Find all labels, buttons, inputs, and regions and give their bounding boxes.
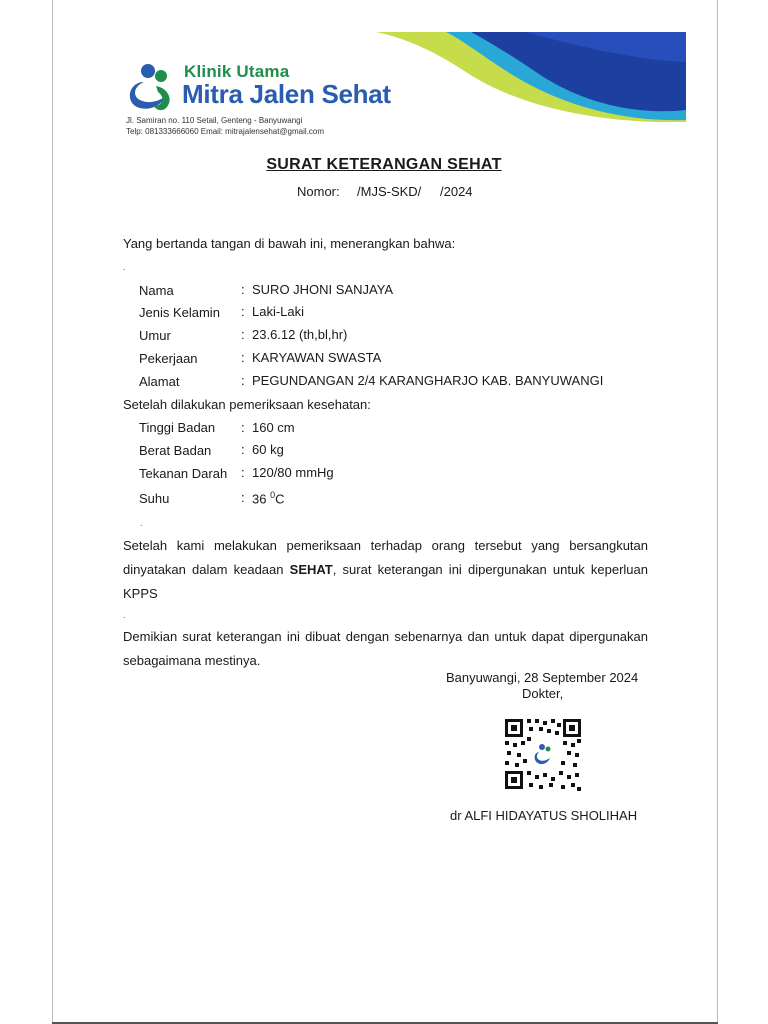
exam-sep: : — [241, 490, 245, 505]
closing-paragraph: Demikian surat keterangan ini dibuat dengan sebenarnya dan untuk dapat dipergunakan sebagaimana mestinya. — [123, 629, 648, 668]
exam-value-tinggi-badan: 160 cm — [252, 420, 295, 435]
identity-label-nama: Nama — [139, 283, 174, 298]
suhu-degree: 0 — [270, 490, 276, 500]
conclusion-text-1: Setelah kami melakukan pemeriksaan terhadap orang tersebut yang bersangkutan dinyatakan dalam keadaan — [123, 538, 648, 577]
stray-dot: . — [123, 610, 126, 620]
identity-sep: : — [241, 327, 245, 342]
signature-name: dr ALFI HIDAYATUS SHOLIHAH — [450, 808, 638, 823]
identity-value-pekerjaan: KARYAWAN SWASTA — [252, 350, 382, 365]
identity-value-nama: SURO JHONI SANJAYA — [252, 282, 394, 297]
exam-value-suhu — [252, 490, 284, 506]
exam-sep: : — [241, 465, 245, 480]
clinic-address: Jl. Samiran no. 110 Setail, Genteng - Banyuwangi — [126, 116, 303, 125]
identity-label-jenis-kelamin: Jenis Kelamin — [139, 305, 220, 320]
stray-dot: . — [123, 262, 126, 272]
conclusion-paragraph — [123, 534, 648, 606]
exam-label-suhu: Suhu — [139, 491, 170, 506]
identity-value-alamat: PEGUNDANGAN 2/4 KARANGHARJO KAB. BANYUWANGI — [252, 373, 604, 388]
document-title: SURAT KETERANGAN SEHAT — [266, 156, 502, 173]
stray-dot: . — [140, 518, 143, 528]
clinic-name-line2: Mitra Jalen Sehat — [182, 79, 391, 109]
identity-label-alamat: Alamat — [139, 374, 180, 389]
exam-intro-text: Setelah dilakukan pemeriksaan kesehatan: — [123, 397, 371, 412]
suhu-unit: C — [275, 491, 285, 507]
suhu-number: 36 — [252, 491, 271, 507]
conclusion-text-2: , surat keterangan ini dipergunakan untuk keperluan KPPS — [123, 562, 648, 601]
identity-sep: : — [241, 350, 245, 365]
nomor-year: /2024 — [440, 184, 473, 199]
exam-value-berat-badan: 60 kg — [252, 442, 284, 457]
identity-sep: : — [241, 373, 245, 388]
signature-qr-code — [503, 717, 583, 791]
identity-value-jenis-kelamin: Laki-Laki — [252, 304, 305, 319]
identity-sep: : — [241, 282, 245, 297]
exam-label-berat-badan: Berat Badan — [139, 443, 212, 458]
nomor-code: /MJS-SKD/ — [357, 184, 422, 199]
clinic-contact: Telp: 081333666060 Email: mitrajalensehat@gmail.com — [126, 127, 325, 136]
header-swoosh-graphic — [376, 32, 686, 122]
signature-place-date: Banyuwangi, 28 September 2024 — [446, 670, 639, 685]
clinic-name-line1: Klinik Utama — [184, 62, 290, 81]
identity-value-umur: 23.6.12 (th,bl,hr) — [252, 327, 348, 342]
identity-label-pekerjaan: Pekerjaan — [139, 351, 198, 366]
exam-sep: : — [241, 420, 245, 435]
clinic-logo-icon — [122, 62, 180, 112]
page-edge-right — [717, 0, 718, 1024]
exam-value-tekanan-darah: 120/80 mmHg — [252, 465, 334, 480]
conclusion-status: SEHAT — [289, 562, 333, 577]
nomor-label: Nomor: — [297, 184, 340, 199]
page-edge-left — [52, 0, 53, 1024]
exam-label-tekanan-darah: Tekanan Darah — [139, 466, 228, 481]
signature-role: Dokter, — [522, 686, 564, 701]
identity-label-umur: Umur — [139, 328, 171, 343]
identity-sep: : — [241, 304, 245, 319]
exam-sep: : — [241, 442, 245, 457]
exam-label-tinggi-badan: Tinggi Badan — [139, 420, 216, 435]
intro-text: Yang bertanda tangan di bawah ini, menerangkan bahwa: — [123, 236, 456, 251]
